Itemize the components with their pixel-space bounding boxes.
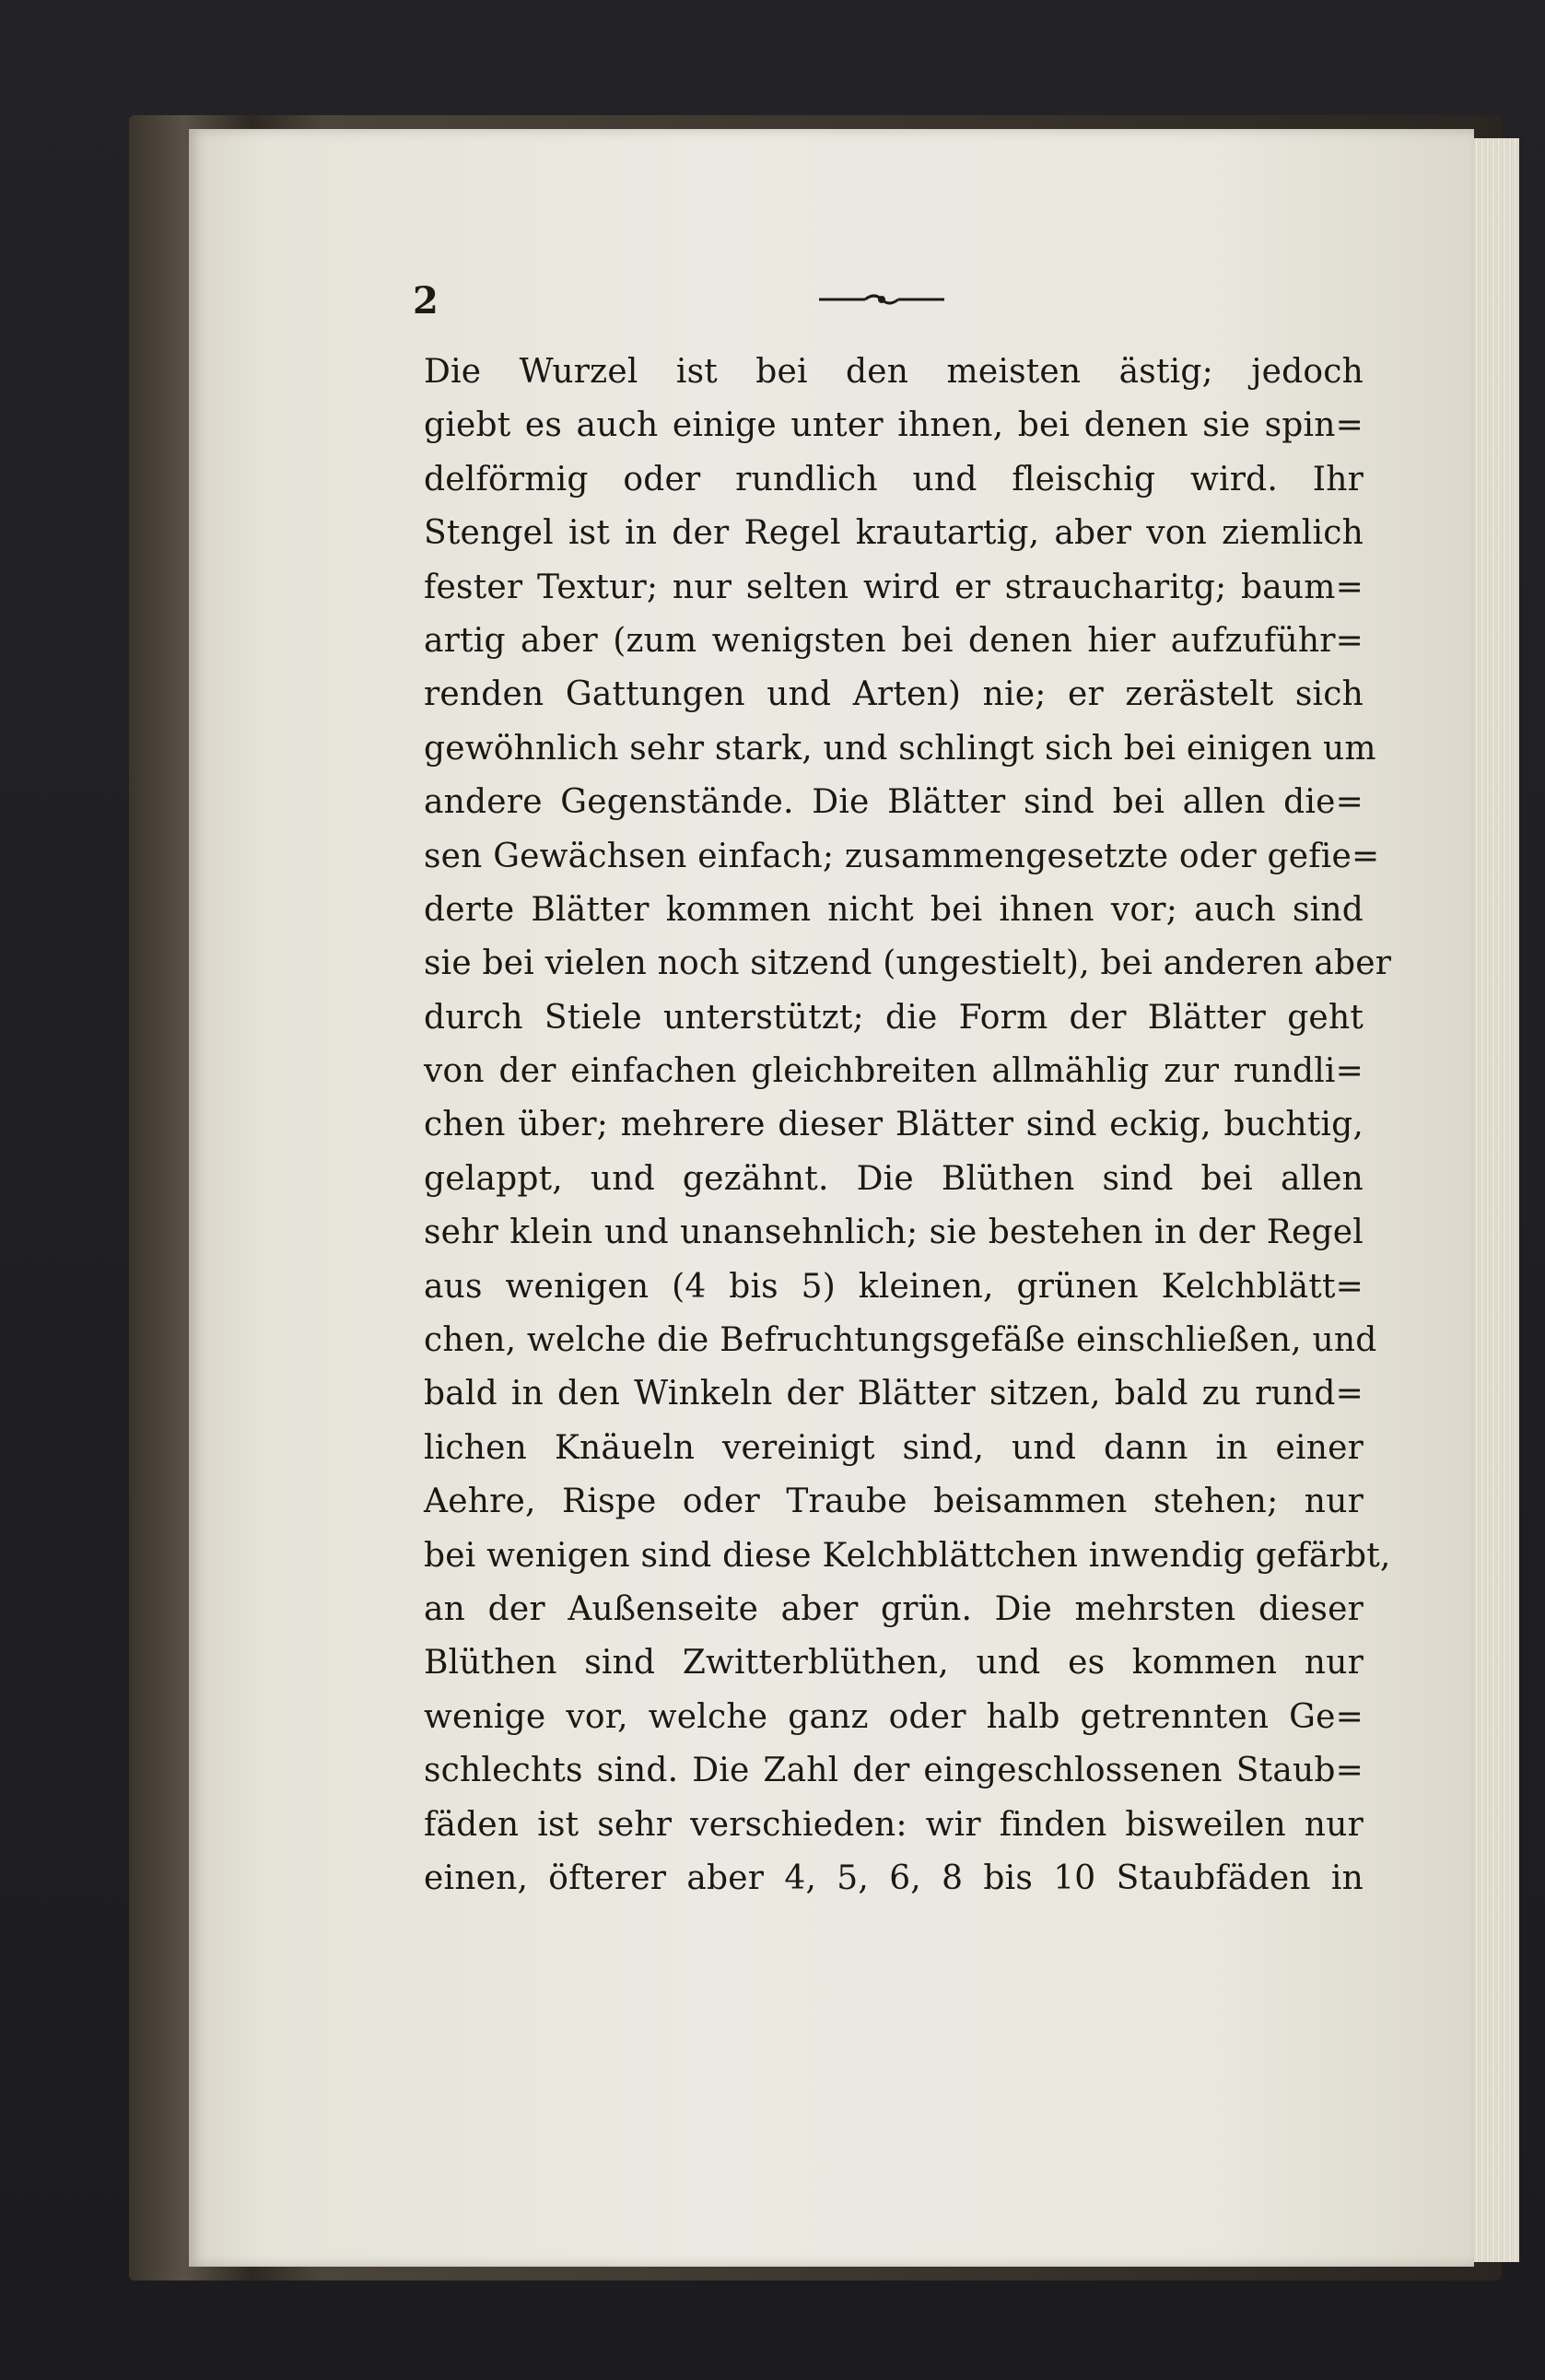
text-line: sie bei vielen noch sitzend (ungestielt), bei anderen aber	[424, 944, 1392, 983]
text-line: bei wenigen sind diese Kelchblättchen inwendig gefärbt,	[424, 1536, 1391, 1575]
text-line: schlechts sind. Die Zahl der eingeschlossenen Staub=	[424, 1752, 1364, 1790]
text-line: Blüthen sind Zwitterblüthen, und es kommen nur	[424, 1644, 1364, 1682]
text-line: von der einfachen gleichbreiten allmählig zur rundli=	[424, 1052, 1364, 1091]
text-line: delförmig oder rundlich und fleischig wird. Ihr	[424, 460, 1364, 498]
text-line: derte Blätter kommen nicht bei ihnen vor; auch sind	[424, 890, 1364, 929]
text-line: renden Gattungen und Arten) nie; er zerästelt sich	[424, 675, 1364, 714]
ornament-rule-icon	[817, 288, 946, 311]
text-line: gewöhnlich sehr stark, und schlingt sich bei einigen um	[424, 729, 1376, 768]
text-line: Aehre, Rispe oder Traube beisammen stehen; nur	[424, 1483, 1364, 1521]
text-line: chen über; mehrere dieser Blätter sind eckig, buchtig,	[424, 1106, 1364, 1144]
text-line: andere Gegenstände. Die Blätter sind bei allen die=	[424, 783, 1364, 822]
text-line: Stengel ist in der Regel krautartig, aber von ziemlich	[424, 514, 1364, 553]
text-line: Die Wurzel ist bei den meisten ästig; jedoch	[424, 353, 1364, 391]
body-text	[424, 346, 1392, 1905]
text-line: giebt es auch einige unter ihnen, bei denen sie spin=	[424, 406, 1364, 445]
text-line: gelappt, und gezähnt. Die Blüthen sind bei allen	[424, 1159, 1364, 1198]
text-line: durch Stiele unterstützt; die Form der Blätter geht	[424, 998, 1364, 1037]
text-line: sen Gewächsen einfach; zusammengesetzte oder gefie=	[424, 837, 1380, 875]
text-line: einen, öfterer aber 4, 5, 6, 8 bis 10 Staubfäden in	[424, 1858, 1364, 1897]
page-number: 2	[413, 279, 439, 322]
text-line: lichen Knäueln vereinigt sind, und dann in einer	[424, 1428, 1364, 1467]
text-line: an der Außenseite aber grün. Die mehrsten dieser	[424, 1589, 1364, 1628]
text-line: fäden ist sehr verschieden: wir finden bisweilen nur	[424, 1805, 1364, 1844]
text-line: wenige vor, welche ganz oder halb getrennten Ge=	[424, 1697, 1364, 1736]
text-line: bald in den Winkeln der Blätter sitzen, bald zu rund=	[424, 1375, 1364, 1413]
text-line: fester Textur; nur selten wird er straucharitg; baum=	[424, 568, 1364, 606]
text-line: sehr klein und unansehnlich; sie bestehen in der Regel	[424, 1213, 1364, 1252]
text-line: aus wenigen (4 bis 5) kleinen, grünen Kelchblätt=	[424, 1267, 1364, 1306]
text-line: chen, welche die Befruchtungsgefäße einschließen, und	[424, 1321, 1377, 1360]
text-line: artig aber (zum wenigsten bei denen hier aufzuführ=	[424, 621, 1364, 660]
